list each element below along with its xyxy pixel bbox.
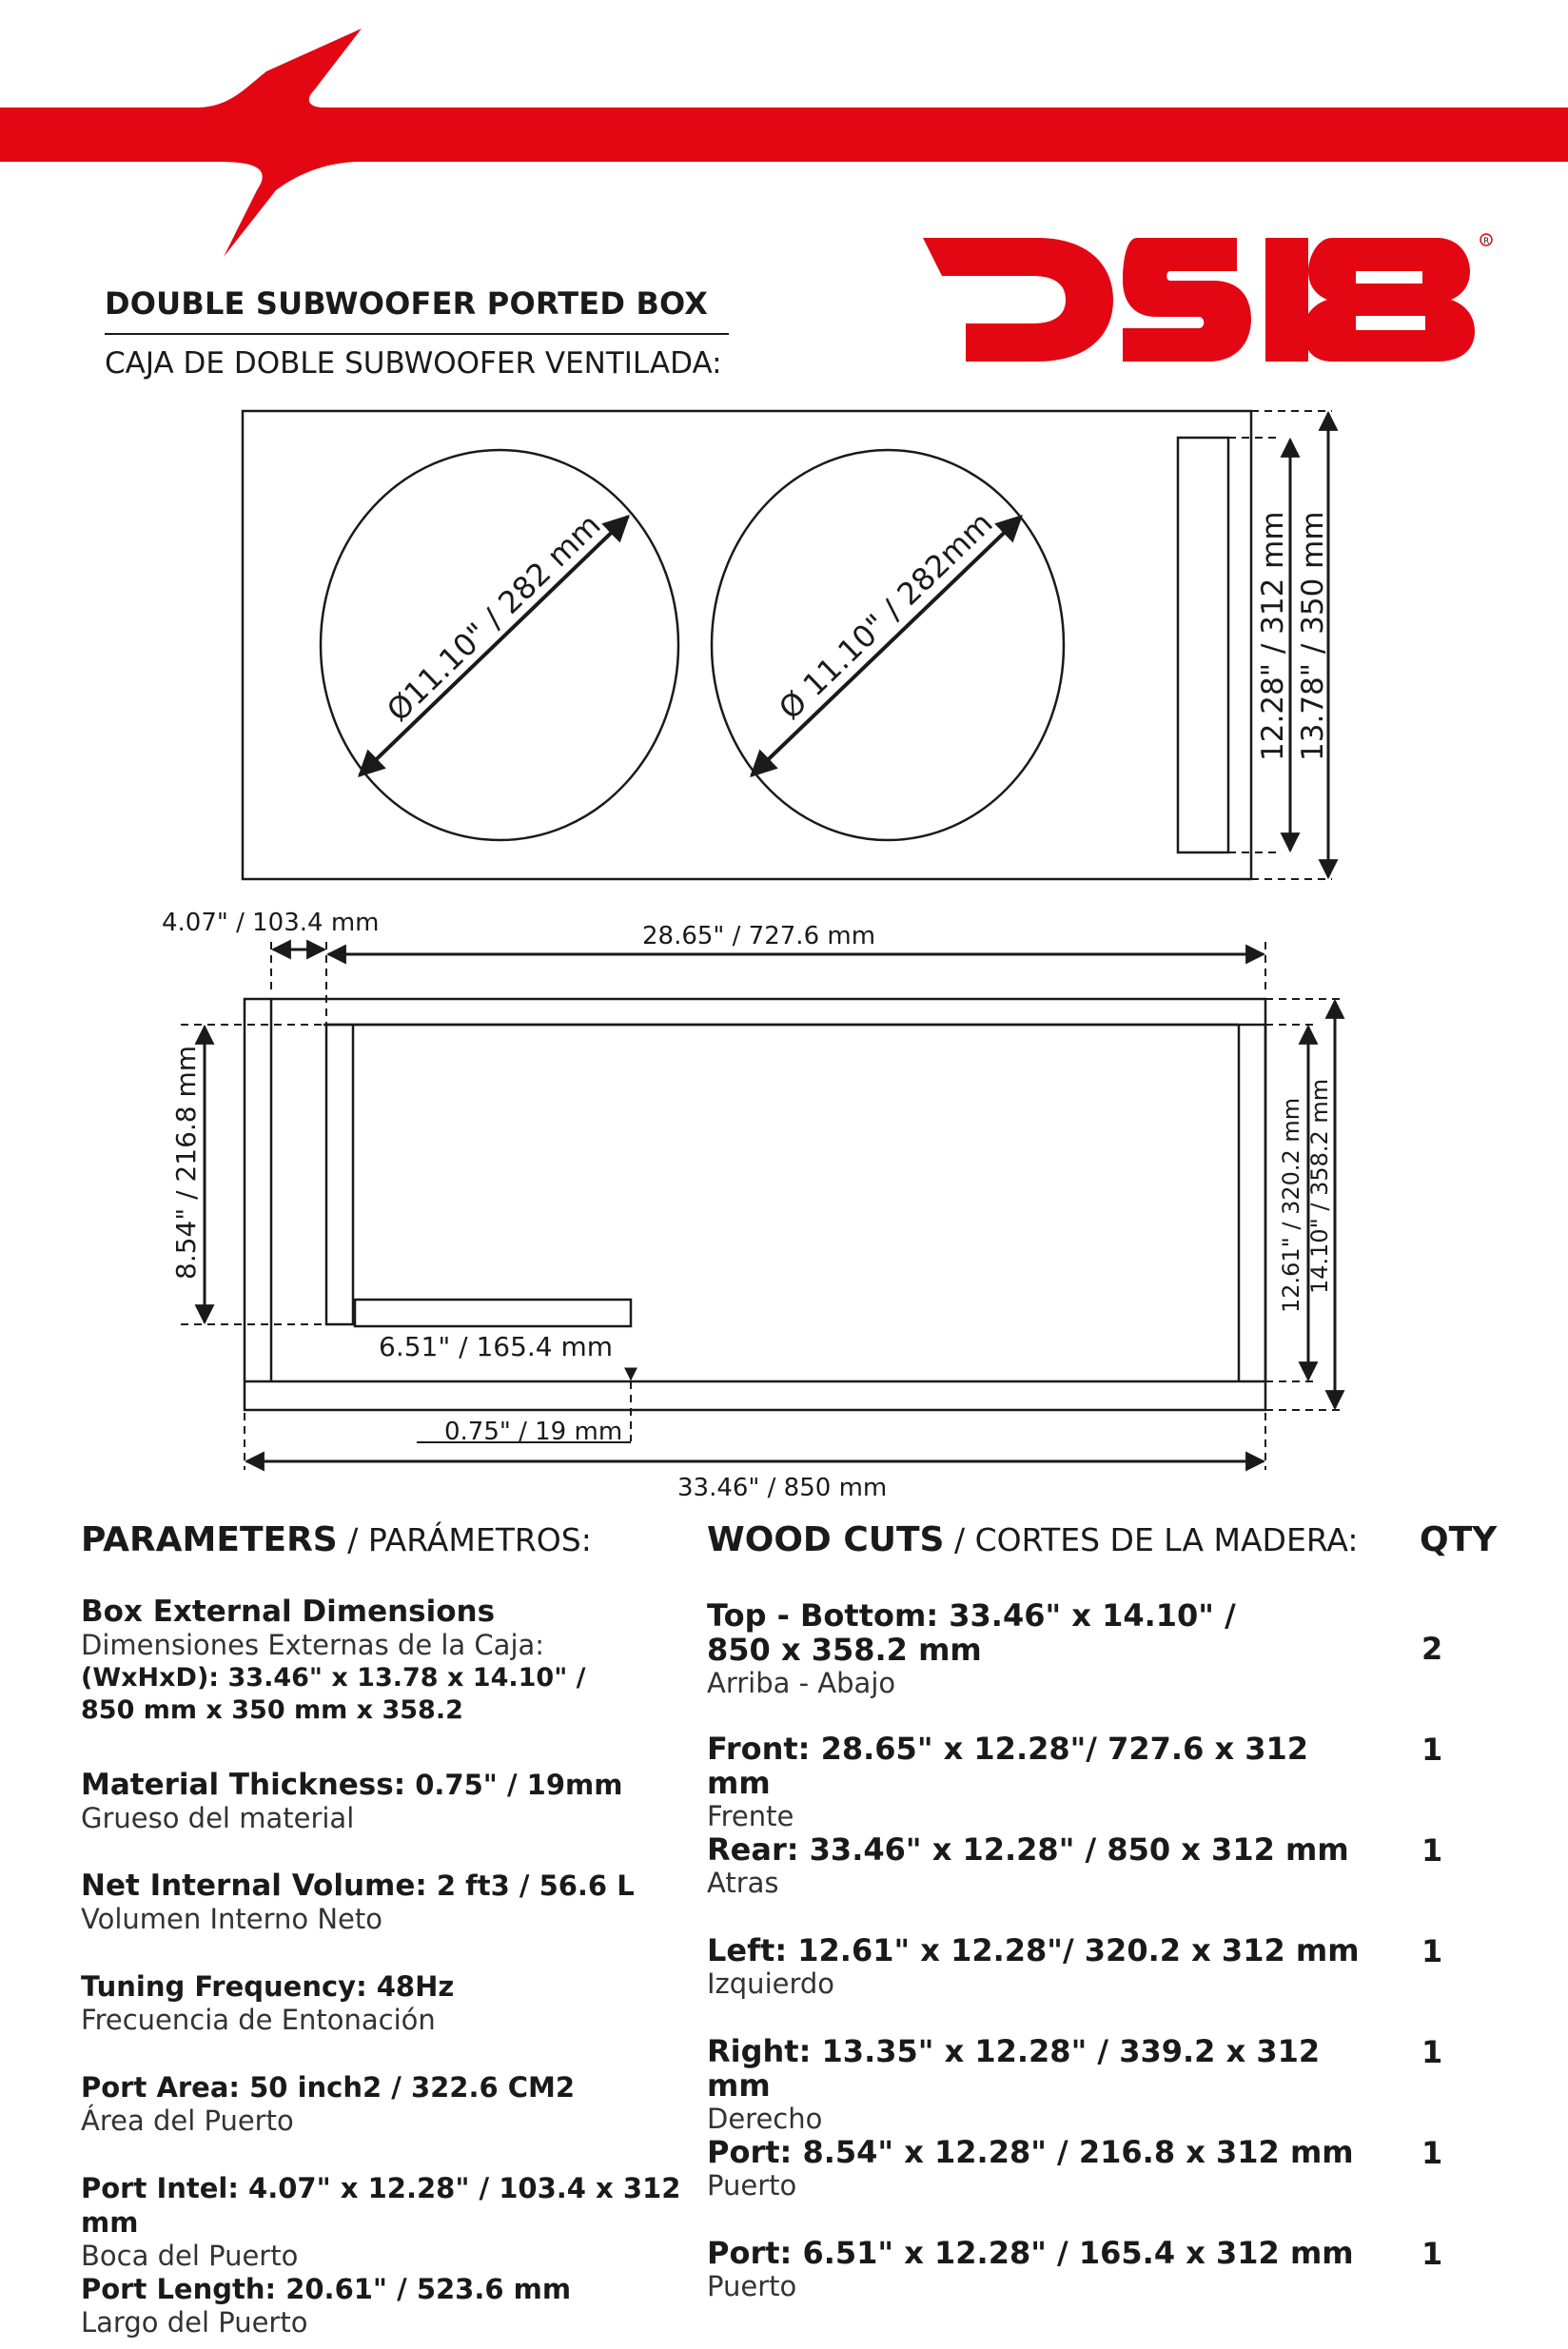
param-material-thickness: Material Thickness: 0.75" / 19mm Grueso del material (81, 1768, 623, 1834)
depth-outer-label: 14.10" / 358.2 mm (1306, 1078, 1333, 1294)
hole-left-label: Ø11.10" / 282 mm (380, 506, 608, 729)
port-wall-horizontal (355, 1300, 631, 1326)
qty-heading: QTY (1420, 1520, 1498, 1559)
cut-port-1: Port: 8.54" x 12.28" / 216.8 x 312 mm Puerto (707, 2134, 1354, 2202)
qty-top-bottom: 2 (1421, 1631, 1443, 1667)
depth-inner-label: 12.61" / 320.2 mm (1278, 1097, 1304, 1313)
page-title: DOUBLE SUBWOOFER PORTED BOX (105, 285, 709, 322)
param-net-volume: Net Internal Volume: 2 ft3 / 56.6 L Volumen Interno Neto (81, 1869, 635, 1935)
port-height-label: 8.54" / 216.8 mm (170, 1045, 202, 1280)
port-length-label: 6.51" / 165.4 mm (379, 1331, 614, 1362)
cut-rear: Rear: 33.46" x 12.28" / 850 x 312 mm Atras (707, 1831, 1349, 1899)
port-width-label: 4.07" / 103.4 mm (162, 909, 380, 937)
qty-port-2: 1 (1421, 2236, 1443, 2272)
cut-top-bottom: Top - Bottom: 33.46" x 14.10" / 850 x 358.2 mm Arriba - Abajo (707, 1597, 1236, 1699)
height-outer-label: 13.78" / 350 mm (1296, 511, 1330, 761)
port-wall-vertical (326, 1025, 353, 1324)
page-subtitle: CAJA DE DOBLE SUBWOOFER VENTILADA: (105, 346, 722, 381)
height-inner-label: 12.28" / 312 mm (1256, 511, 1290, 761)
inner-width-label: 28.65" / 727.6 mm (642, 922, 876, 950)
parameters-heading: PARAMETERS / PARÁMETROS: (81, 1520, 592, 1559)
param-box-dimensions: Box External Dimensions Dimensiones Externas de la Caja: (WxHxD): 33.46" x 13.78 x 14.10" / 850 mm x 350 mm x 358.2 (81, 1595, 586, 1725)
param-port-intel: Port Intel: 4.07" x 12.28" / 103.4 x 312 mm Boca del Puerto (81, 2172, 681, 2272)
param-port-area: Port Area: 50 inch2 / 322.6 CM2 Área del Puerto (81, 2071, 576, 2137)
qty-front: 1 (1421, 1732, 1443, 1768)
outer-width-label: 33.46" / 850 mm (677, 1474, 888, 1502)
wood-cuts-heading: WOOD CUTS / CORTES DE LA MADERA: (707, 1520, 1359, 1559)
param-port-length: Port Length: 20.61" / 523.6 mm Largo del Puerto (81, 2273, 572, 2339)
qty-rear: 1 (1421, 1832, 1443, 1869)
cut-left: Left: 12.61" x 12.28"/ 320.2 x 312 mm Izquierdo (707, 1932, 1360, 2000)
qty-port-1: 1 (1421, 2135, 1443, 2171)
cut-right: Right: 13.35" x 12.28" / 339.2 x 312 mm Derecho (707, 2033, 1321, 2135)
qty-right: 1 (1421, 2034, 1443, 2070)
hole-right-label: Ø 11.10" / 282mm (772, 504, 1000, 727)
cut-port-2: Port: 6.51" x 12.28" / 165.4 x 312 mm Puerto (707, 2235, 1354, 2302)
param-tuning-frequency: Tuning Frequency: 48Hz Frecuencia de Entonación (81, 1970, 455, 2036)
thickness-label: 0.75" / 19 mm (444, 1418, 623, 1446)
svg-text:R: R (1483, 237, 1490, 246)
cut-front: Front: 28.65" x 12.28"/ 727.6 x 312 mm Frente (707, 1731, 1309, 1832)
qty-left: 1 (1421, 1933, 1443, 1969)
